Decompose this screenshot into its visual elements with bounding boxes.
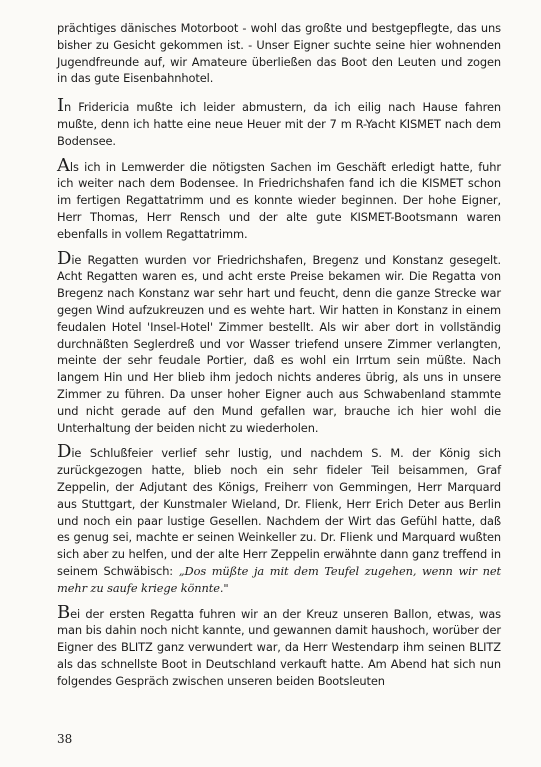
- paragraph-text: ie Regatten wurden vor Friedrichshafen, Bregenz und Konstanz gesegelt. Acht Regatten waren es, und acht erste Preise bekamen wir. Die Regatta von Bregenz nach Konstanz war sehr hart und feucht, denn die ganze Strecke war gegen Wind aufzukreuzen und es wehte hart. Wir hatten in Konstanz in einem feudalen Hotel 'Insel-Hotel' Zimmer bestellt. Als wir aber dort in vollständig durchnäßten Seglerdreß und vor Wasser triefend unsere Zimmer verlangten, meinte der sehr feudale Portier, daß es wohl ein Irrtum sein müßte. Nach langem Hin und Her blieb ihm jedoch nichts anderes übrig, als uns in unsere Zimmer zu führen. Da unser hoher Eigner auch aus Schwabenland stammte und nicht gerade auf den Mund gefallen war, brauche ich hier wohl die Unterhaltung der beiden nicht zu wiederholen.: [57, 252, 501, 435]
- paragraph-5: [57, 441, 502, 596]
- paragraph-text: prächtiges dänisches Motorboot - wohl das großte und bestgepflegte, das uns bisher zu Gesicht gekommen ist. - Unser Eigner suchte seine hier wohnenden Jugendfreunde auf, wir Amateure überließen das Boot den Leuten und zogen in das gute Eisenbahnhotel.: [57, 21, 501, 86]
- paragraph-text: ie Schlußfeier verlief sehr lustig, und nachdem S. M. der König sich zurückgezogen hatte, blieb noch ein sehr fideler Teil beisammen, Graf Zeppelin, der Adjutant des Königs, Freiherr von Gemmingen, Herr Marquard aus Stuttgart, der Kunstmaler Wieland, Dr. Flienk, Herr Erich Deter aus Berlin und noch ein paar lustige Gesellen. Nachdem der Wirt das Gefühl hatte, daß es genug sei, machte er seinen Weinkeller zu. Dr. Flienk und Marquard wußten sich aber zu helfen, und der alte Herr Zeppelin erwähnte dann ganz treffend in seinem Schwäbisch:: [57, 446, 501, 578]
- drop-initial: I: [57, 95, 65, 117]
- drop-initial: D: [57, 247, 72, 269]
- paragraph-1: [57, 20, 501, 87]
- paragraph-text: n Fridericia mußte ich leider abmustern, da ich eilig nach Hause fahren mußte, denn ich hatte eine neue Heuer mit der 7 m R-Yacht KISMET nach dem Bodensee.: [57, 100, 501, 148]
- drop-initial: B: [57, 601, 71, 623]
- page-number: 38: [57, 732, 73, 746]
- paragraph-text: ls ich in Lemwerder die nötigsten Sachen im Geschäft erledigt hatte, fuhr ich weiter nach dem Bodensee. In Friedrichshafen fand ich die KISMET schon im fertigen Regattatrimm und es konnte wieder beginnen. Der hohe Eigner, Herr Thomas, Herr Rensch und der alte gute KISMET-Bootsmann waren ebenfalls in vollem Regattatrimm.: [57, 159, 501, 241]
- drop-initial: A: [57, 154, 70, 176]
- paragraph-2: [57, 95, 501, 149]
- paragraph-6: [57, 601, 501, 690]
- body-text: [57, 20, 501, 698]
- drop-initial: D: [57, 441, 72, 463]
- paragraph-3: [57, 154, 501, 243]
- paragraph-4: [57, 247, 501, 437]
- paragraph-text: ei der ersten Regatta fuhren wir an der Kreuz unseren Ballon, etwas, was man bis dahin noch nicht kannte, und gewannen damit haushoch, worüber der Eigner des BLITZ ganz verwundert war, da Herr Westendarp ihm seinen BLITZ als das schnellste Boot in Deutschland verkauft hatte. Am Abend hat sich nun folgendes Gespräch zwischen unseren beiden Bootsleuten: [57, 606, 501, 688]
- zeppelin-quote: „Dos müßte ja mit dem Teufel zugehen, wenn wir net mehr zu saufe kriege könnte.": [57, 563, 502, 595]
